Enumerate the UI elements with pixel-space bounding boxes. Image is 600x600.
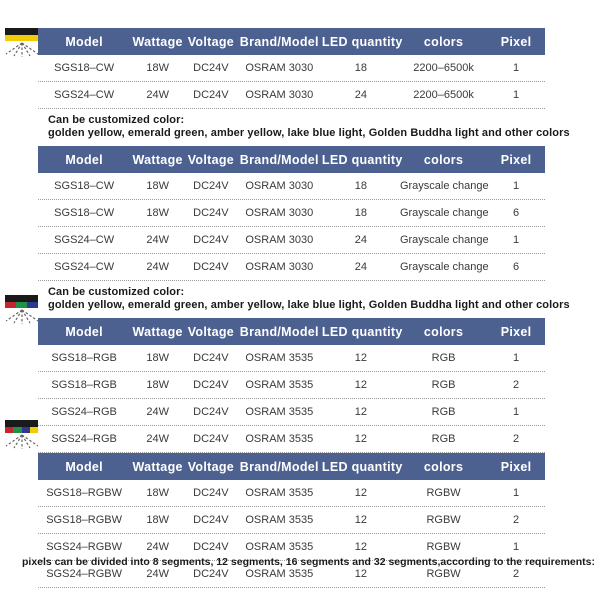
table-header-row — [38, 318, 545, 345]
table-cell: SGS18–RGB — [51, 352, 117, 364]
table-cell: 1 — [512, 352, 520, 364]
table-cell: 24 — [354, 234, 368, 246]
table-cell: DC24V — [193, 406, 229, 418]
column-header-led-quantity: LED quantity — [321, 152, 403, 167]
table-cell: OSRAM 3030 — [245, 62, 314, 74]
table-cell: 12 — [354, 379, 368, 391]
column-header-model: Model — [65, 34, 103, 49]
table-cell: RGB — [431, 352, 456, 364]
column-header-voltage: Voltage — [187, 34, 235, 49]
cw-grayscale-table — [38, 146, 545, 281]
table-cell: 1 — [512, 62, 520, 74]
table-cell: SGS18–CW — [54, 180, 115, 192]
table-cell: SGS24–RGBW — [46, 541, 123, 553]
table-header-row — [38, 146, 545, 173]
table-cell: DC24V — [193, 541, 229, 553]
table-cell: 24W — [146, 406, 169, 418]
table-cell: RGB — [431, 433, 456, 445]
table-cell: OSRAM 3535 — [245, 406, 314, 418]
column-header-pixel: Pixel — [500, 324, 532, 339]
custom-color-note-title: Can be customized color: — [48, 286, 185, 298]
table-cell: 12 — [354, 514, 368, 526]
column-header-model: Model — [65, 152, 103, 167]
light-rays-icon — [3, 434, 41, 449]
table-cell: OSRAM 3030 — [245, 261, 314, 273]
table-cell: SGS24–RGB — [51, 433, 117, 445]
table-cell: OSRAM 3030 — [245, 207, 314, 219]
table-cell: RGBW — [426, 568, 461, 580]
table-row — [38, 227, 545, 254]
column-header-voltage: Voltage — [187, 459, 235, 474]
rgb-strip-light-icon-bar — [5, 295, 38, 308]
column-header-pixel: Pixel — [500, 152, 532, 167]
column-header-voltage: Voltage — [187, 152, 235, 167]
table-cell: OSRAM 3030 — [245, 89, 314, 101]
table-cell: RGBW — [426, 487, 461, 499]
table-cell: 6 — [512, 261, 520, 273]
table-row — [38, 480, 545, 507]
table-row — [38, 173, 545, 200]
column-header-colors: colors — [423, 34, 464, 49]
column-header-colors: colors — [423, 459, 464, 474]
custom-color-note — [38, 109, 570, 146]
table-cell: 18W — [146, 379, 169, 391]
table-cell: SGS18–CW — [54, 207, 115, 219]
table-cell: DC24V — [193, 487, 229, 499]
table-row — [38, 507, 545, 534]
custom-color-note — [38, 281, 570, 318]
table-header-row — [38, 28, 545, 55]
table-cell: DC24V — [193, 89, 229, 101]
table-cell: SGS24–CW — [54, 261, 115, 273]
table-cell: Grayscale change — [399, 234, 489, 246]
table-cell: RGB — [431, 406, 456, 418]
column-header-led-quantity: LED quantity — [321, 324, 403, 339]
table-cell: Grayscale change — [399, 180, 489, 192]
table-cell: DC24V — [193, 352, 229, 364]
spec-content — [38, 28, 570, 588]
table-header-row — [38, 453, 545, 480]
column-header-led-quantity: LED quantity — [321, 34, 403, 49]
table-row — [38, 55, 545, 82]
table-cell: 1 — [512, 234, 520, 246]
table-cell: SGS18–RGBW — [46, 487, 123, 499]
cw-strip-light-icon-bar — [5, 28, 38, 41]
table-cell: 2 — [512, 568, 520, 580]
column-header-pixel: Pixel — [500, 459, 532, 474]
table-cell: OSRAM 3030 — [245, 234, 314, 246]
table-cell: 18W — [146, 514, 169, 526]
table-cell: DC24V — [193, 261, 229, 273]
table-cell: SGS24–RGB — [51, 406, 117, 418]
table-cell: SGS24–RGBW — [46, 568, 123, 580]
pixel-segments-note: pixels can be divided into 8 segments, 12 segments, 16 segments and 32 segments,according to the requirements: — [22, 556, 596, 568]
table-cell: 12 — [354, 433, 368, 445]
table-cell: 18 — [354, 180, 368, 192]
table-cell: 18W — [146, 352, 169, 364]
table-cell: 24W — [146, 433, 169, 445]
table-cell: DC24V — [193, 180, 229, 192]
table-cell: OSRAM 3535 — [245, 568, 314, 580]
table-cell: 2200–6500k — [413, 62, 474, 74]
table-cell: 1 — [512, 180, 520, 192]
table-cell: OSRAM 3535 — [245, 514, 314, 526]
table-cell: 2200–6500k — [413, 89, 474, 101]
table-cell: RGBW — [426, 514, 461, 526]
table-row — [38, 254, 545, 281]
column-header-pixel: Pixel — [500, 34, 532, 49]
table-cell: 18W — [146, 180, 169, 192]
table-cell: 2 — [512, 433, 520, 445]
table-cell: 24W — [146, 541, 169, 553]
column-header-wattage: Wattage — [132, 34, 183, 49]
table-cell: RGBW — [426, 541, 461, 553]
table-cell: SGS18–CW — [54, 62, 115, 74]
column-header-brand-model: Brand/Model — [239, 152, 319, 167]
custom-color-note-body: golden yellow, emerald green, amber yellow, lake blue light, Golden Buddha light and other colors — [48, 127, 570, 139]
table-cell: 1 — [512, 487, 520, 499]
table-cell: 24W — [146, 234, 169, 246]
light-rays-icon — [3, 42, 41, 57]
table-cell: SGS18–RGB — [51, 379, 117, 391]
table-cell: 12 — [354, 406, 368, 418]
column-header-model: Model — [65, 459, 103, 474]
table-cell: 1 — [512, 406, 520, 418]
table-cell: OSRAM 3535 — [245, 379, 314, 391]
table-cell: Grayscale change — [399, 261, 489, 273]
table-cell: DC24V — [193, 433, 229, 445]
column-header-colors: colors — [423, 152, 464, 167]
table-cell: 1 — [512, 89, 520, 101]
column-header-wattage: Wattage — [132, 324, 183, 339]
column-header-colors: colors — [423, 324, 464, 339]
column-header-brand-model: Brand/Model — [239, 34, 319, 49]
table-cell: 24W — [146, 261, 169, 273]
table-cell: 24W — [146, 89, 169, 101]
light-rays-icon — [3, 309, 41, 324]
table-cell: Grayscale change — [399, 207, 489, 219]
cw-color-temperature-table — [38, 28, 545, 109]
table-cell: DC24V — [193, 379, 229, 391]
table-cell: 12 — [354, 352, 368, 364]
column-header-wattage: Wattage — [132, 152, 183, 167]
rgbw-strip-light-icon — [3, 420, 41, 449]
column-header-voltage: Voltage — [187, 324, 235, 339]
table-cell: 1 — [512, 541, 520, 553]
table-cell: OSRAM 3030 — [245, 180, 314, 192]
column-header-led-quantity: LED quantity — [321, 459, 403, 474]
table-cell: 24 — [354, 261, 368, 273]
rgb-strip-light-icon — [3, 295, 41, 324]
table-cell: SGS24–CW — [54, 234, 115, 246]
table-cell: DC24V — [193, 207, 229, 219]
table-cell: 18W — [146, 487, 169, 499]
table-cell: OSRAM 3535 — [245, 487, 314, 499]
table-cell: RGB — [431, 379, 456, 391]
table-cell: 18 — [354, 207, 368, 219]
table-cell: 12 — [354, 568, 368, 580]
table-cell: 18 — [354, 62, 368, 74]
table-cell: 18W — [146, 62, 169, 74]
table-cell: SGS24–CW — [54, 89, 115, 101]
table-cell: 24W — [146, 568, 169, 580]
table-row — [38, 426, 545, 453]
table-cell: DC24V — [193, 62, 229, 74]
table-cell: OSRAM 3535 — [245, 352, 314, 364]
table-cell: DC24V — [193, 514, 229, 526]
table-row — [38, 82, 545, 109]
cw-strip-light-icon — [3, 28, 41, 57]
column-header-brand-model: Brand/Model — [239, 324, 319, 339]
table-cell: 2 — [512, 514, 520, 526]
custom-color-note-body: golden yellow, emerald green, amber yellow, lake blue light, Golden Buddha light and other colors — [48, 299, 570, 311]
table-cell: 6 — [512, 207, 520, 219]
table-cell: 2 — [512, 379, 520, 391]
table-cell: OSRAM 3535 — [245, 433, 314, 445]
table-cell: 12 — [354, 487, 368, 499]
custom-color-note-title: Can be customized color: — [48, 114, 185, 126]
column-header-wattage: Wattage — [132, 459, 183, 474]
table-cell: 12 — [354, 541, 368, 553]
table-row — [38, 399, 545, 426]
table-row — [38, 200, 545, 227]
rgbw-strip-light-icon-bar — [5, 420, 38, 433]
table-cell: OSRAM 3535 — [245, 541, 314, 553]
table-cell: DC24V — [193, 234, 229, 246]
table-cell: SGS18–RGBW — [46, 514, 123, 526]
column-header-model: Model — [65, 324, 103, 339]
table-cell: 24 — [354, 89, 368, 101]
table-row — [38, 345, 545, 372]
table-cell: 18W — [146, 207, 169, 219]
table-row — [38, 372, 545, 399]
column-header-brand-model: Brand/Model — [239, 459, 319, 474]
rgb-table — [38, 318, 545, 453]
table-cell: DC24V — [193, 568, 229, 580]
